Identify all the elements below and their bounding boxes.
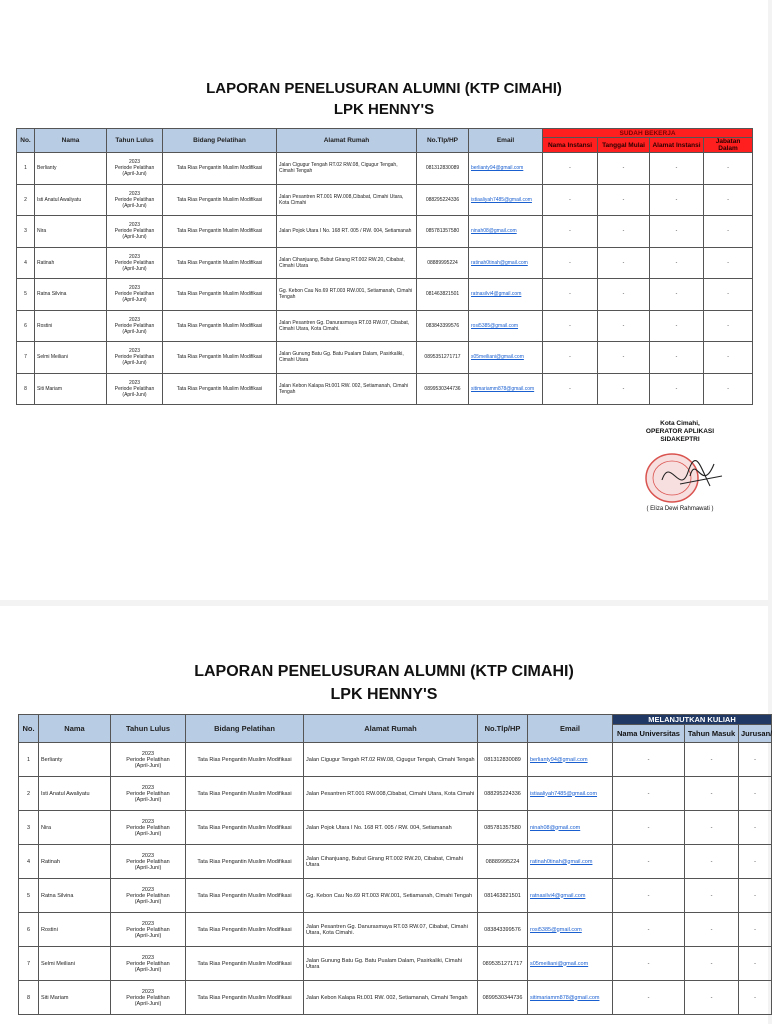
graduation-line: Periode Pelatihan [114, 165, 155, 172]
jabatan-value: - [704, 279, 753, 311]
graduation-line: 2023 [141, 750, 155, 757]
graduation-line: (April-Juni) [134, 898, 162, 905]
training-field: Tata Rias Pengantin Muslim Modifikasi [186, 913, 304, 947]
nama-universitas-value: - [613, 845, 685, 879]
phone-number: 0895351271717 [417, 342, 469, 374]
table-row [17, 342, 753, 374]
email-link[interactable]: ratinah0tinah@gmail.com [469, 247, 543, 279]
training-field: Tata Rias Pengantin Muslim Modifikasi [186, 879, 304, 913]
header-bidang: Bidang Pelatihan [163, 129, 277, 153]
graduation-line: (April-Juni) [134, 864, 162, 871]
graduation-line: 2023 [141, 886, 155, 893]
official-stamp [640, 446, 730, 506]
graduation-line: 2023 [128, 379, 141, 386]
home-address: Jalan Pojok Utara I No. 168 RT. 005 / RW. 004, Setiamanah [304, 811, 478, 845]
table-row [19, 743, 772, 777]
tanggal-mulai-value: - [598, 342, 650, 374]
graduation-line: 2023 [141, 784, 155, 791]
jabatan-value: - [704, 373, 753, 405]
tahun-masuk-value: - [685, 981, 739, 1015]
jurusan-value: - [739, 879, 772, 913]
alumni-name: Rostini [39, 913, 111, 947]
jabatan-value: - [704, 216, 753, 248]
home-address: Jalan Cigugur Tengah RT.02 RW.08, Cigugur Tengah, Cimahi Tengah [277, 153, 417, 185]
row-number: 8 [17, 373, 35, 405]
table-row [17, 184, 753, 216]
header-no: No. [19, 715, 39, 743]
alumni-name: Berlianty [35, 153, 107, 185]
table-row [19, 913, 772, 947]
row-number: 6 [17, 310, 35, 342]
header-bidang: Bidang Pelatihan [186, 715, 304, 743]
training-field: Tata Rias Pengantin Muslim Modifikasi [163, 310, 277, 342]
header-no: No. [17, 129, 35, 153]
graduation-year [107, 153, 163, 185]
graduation-line: (April-Juni) [122, 360, 147, 367]
alamat-instansi-value: - [650, 216, 704, 248]
jabatan-value: - [704, 247, 753, 279]
table-row [17, 373, 753, 405]
home-address: Gg. Kebon Cau No.69 RT.003 RW.001, Setiamanah, Cimahi Tengah [304, 879, 478, 913]
graduation-year [111, 845, 186, 879]
row-number: 3 [17, 216, 35, 248]
home-address: Jalan Cihanjuang, Bubut Girang RT.002 RW.20, Cibabat, Cimahi Utara [277, 247, 417, 279]
email-link[interactable]: berlianty94@gmail.com [469, 153, 543, 185]
graduation-line: (April-Juni) [122, 328, 147, 335]
home-address: Jalan Cigugur Tengah RT.02 RW.08, Cigugur Tengah, Cimahi Tengah [304, 743, 478, 777]
graduation-year [111, 981, 186, 1015]
alumni-name: Nira [35, 216, 107, 248]
graduation-line: Periode Pelatihan [114, 385, 155, 392]
nama-instansi-value: - [543, 279, 598, 311]
row-number: 7 [17, 342, 35, 374]
header-alamat-instansi: Alamat Instansi [650, 138, 704, 153]
table-row [19, 981, 772, 1015]
header-nama-instansi: Nama Instansi [543, 138, 598, 153]
tanggal-mulai-value: - [598, 247, 650, 279]
nama-instansi-value: - [543, 310, 598, 342]
phone-number: 088295224336 [478, 777, 528, 811]
alamat-instansi-value: - [650, 184, 704, 216]
jabatan-value: - [704, 153, 753, 185]
graduation-line: 2023 [141, 920, 155, 927]
home-address: Jalan Gunung Batu Gg. Batu Pualam Dalam, Pasirkaliki, Cimahi Utara [304, 947, 478, 981]
graduation-line: 2023 [128, 316, 141, 323]
graduation-line: Periode Pelatihan [114, 322, 155, 329]
alumni-name: Nira [39, 811, 111, 845]
graduation-line: Periode Pelatihan [114, 291, 155, 298]
graduation-line: Periode Pelatihan [114, 259, 155, 266]
tahun-masuk-value: - [685, 811, 739, 845]
graduation-line: (April-Juni) [134, 830, 162, 837]
graduation-year [107, 310, 163, 342]
graduation-line: Periode Pelatihan [114, 196, 155, 203]
graduation-line: (April-Juni) [122, 171, 147, 178]
report-subtitle-2: LPK HENNY'S [330, 686, 438, 703]
alumni-name: Ratna Silvina [35, 279, 107, 311]
header-email: Email [528, 715, 613, 743]
alamat-instansi-value: - [650, 342, 704, 374]
nama-universitas-value: - [613, 913, 685, 947]
alumni-name: Ratinah [35, 247, 107, 279]
alumni-name: Isti Anatul Awaliyatu [39, 777, 111, 811]
tahun-masuk-value: - [685, 879, 739, 913]
row-number: 3 [19, 811, 39, 845]
phone-number: 08889995224 [478, 845, 528, 879]
alamat-instansi-value: - [650, 247, 704, 279]
phone-number: 085781357580 [417, 216, 469, 248]
email-link[interactable]: sitimariamm878@gmail.com [469, 373, 543, 405]
row-number: 5 [17, 279, 35, 311]
jabatan-value: - [704, 310, 753, 342]
training-field: Tata Rias Pengantin Muslim Modifikasi [163, 184, 277, 216]
home-address: Jalan Pesantren RT.001 RW.008,Cibabat, Cimahi Utara, Kota Cimahi [277, 184, 417, 216]
nama-instansi-value: - [543, 342, 598, 374]
training-field: Tata Rias Pengantin Muslim Modifikasi [186, 981, 304, 1015]
graduation-line: 2023 [128, 348, 141, 355]
graduation-line: Periode Pelatihan [114, 228, 155, 235]
graduation-year [107, 342, 163, 374]
table-row [17, 216, 753, 248]
nama-instansi-value: - [543, 184, 598, 216]
email-link[interactable]: sitimariamm878@gmail.com [528, 981, 613, 1015]
training-field: Tata Rias Pengantin Muslim Modifikasi [186, 743, 304, 777]
home-address: Jalan Kebon Kalapa Rt.001 RW. 002, Setiamanah, Cimahi Tengah [304, 981, 478, 1015]
signature-block [610, 420, 750, 512]
graduation-line: (April-Juni) [122, 297, 147, 304]
alumni-table-employed [16, 128, 753, 405]
jurusan-value: - [739, 845, 772, 879]
alumni-name: Ratna Silvina [39, 879, 111, 913]
graduation-year [107, 184, 163, 216]
tanggal-mulai-value: - [598, 153, 650, 185]
phone-number: 083843399576 [478, 913, 528, 947]
report-title-2: LAPORAN PENELUSURAN ALUMNI (KTP CIMAHI) [194, 663, 574, 680]
jurusan-value: - [739, 777, 772, 811]
training-field: Tata Rias Pengantin Muslim Modifikasi [186, 777, 304, 811]
nama-universitas-value: - [613, 777, 685, 811]
graduation-year [111, 947, 186, 981]
tanggal-mulai-value: - [598, 373, 650, 405]
header-telp: No.Tlp/HP [478, 715, 528, 743]
alumni-name: Rostini [35, 310, 107, 342]
row-number: 2 [17, 184, 35, 216]
nama-instansi-value: - [543, 373, 598, 405]
home-address: Jalan Pesantren Gg. Danurasmaya RT.03 RW.07, Cibabat, Cimahi Utara, Kota Cimahi. [277, 310, 417, 342]
row-number: 4 [19, 845, 39, 879]
graduation-line: Periode Pelatihan [126, 892, 170, 899]
signature-city: Kota Cimahi, [660, 420, 700, 427]
email-link[interactable]: istiaaliyah7485@gmail.com [469, 184, 543, 216]
tahun-masuk-value: - [685, 947, 739, 981]
graduation-line: 2023 [128, 222, 141, 229]
email-link[interactable]: s05meiliani@gmail.com [469, 342, 543, 374]
graduation-line: (April-Juni) [134, 932, 162, 939]
graduation-line: 2023 [141, 988, 155, 995]
row-number: 7 [19, 947, 39, 981]
header-nama: Nama [35, 129, 107, 153]
phone-number: 0899530344736 [417, 373, 469, 405]
header-nama: Nama [39, 715, 111, 743]
email-link[interactable]: ratinah0tinah@gmail.com [528, 845, 613, 879]
row-number: 1 [19, 743, 39, 777]
home-address: Jalan Pesantren RT.001 RW.008,Cibabat, Cimahi Utara, Kota Cimahi [304, 777, 478, 811]
graduation-line: Periode Pelatihan [126, 790, 170, 797]
row-number: 2 [19, 777, 39, 811]
header-tahun-lulus: Tahun Lulus [107, 129, 163, 153]
header-tahun-lulus: Tahun Lulus [111, 715, 186, 743]
signature-role-2: SIDAKEPTRI [660, 436, 700, 443]
email-link[interactable]: ratnasilvi4@gmail.com [528, 879, 613, 913]
graduation-line: (April-Juni) [122, 234, 147, 241]
training-field: Tata Rias Pengantin Muslim Modifikasi [186, 811, 304, 845]
header-tanggal-mulai: Tanggal Mulai [598, 138, 650, 153]
graduation-year [111, 777, 186, 811]
email-link[interactable]: s05meiliani@gmail.com [528, 947, 613, 981]
header-group-melanjutkan-kuliah: MELANJUTKAN KULIAH [613, 715, 772, 725]
row-number: 1 [17, 153, 35, 185]
row-number: 8 [19, 981, 39, 1015]
table-row [17, 153, 753, 185]
graduation-year [111, 879, 186, 913]
training-field: Tata Rias Pengantin Muslim Modifikasi [163, 216, 277, 248]
graduation-line: 2023 [128, 285, 141, 292]
graduation-line: Periode Pelatihan [126, 960, 170, 967]
phone-number: 083843399576 [417, 310, 469, 342]
signature-name: ( Eliza Dewi Rahmawati ) [646, 506, 714, 512]
header-tahun-masuk: Tahun Masuk [685, 725, 739, 743]
tanggal-mulai-value: - [598, 216, 650, 248]
email-link[interactable]: ninah08@gmail.com [469, 216, 543, 248]
phone-number: 081463821501 [478, 879, 528, 913]
graduation-line: 2023 [128, 253, 141, 260]
phone-number: 08889995224 [417, 247, 469, 279]
alumni-name: Siti Mariam [35, 373, 107, 405]
header-alamat: Alamat Rumah [277, 129, 417, 153]
nama-universitas-value: - [613, 947, 685, 981]
alamat-instansi-value: - [650, 153, 704, 185]
phone-number: 088295224336 [417, 184, 469, 216]
phone-number: 081312830089 [478, 743, 528, 777]
email-link[interactable]: istiaaliyah7485@gmail.com [528, 777, 613, 811]
home-address: Jalan Pojok Utara I No. 168 RT. 005 / RW. 004, Setiamanah [277, 216, 417, 248]
graduation-line: Periode Pelatihan [126, 824, 170, 831]
home-address: Jalan Kebon Kalapa Rt.001 RW. 002, Setiamanah, Cimahi Tengah [277, 373, 417, 405]
graduation-line: Periode Pelatihan [114, 354, 155, 361]
header-nama-universitas: Nama Universitas [613, 725, 685, 743]
row-number: 6 [19, 913, 39, 947]
training-field: Tata Rias Pengantin Muslim Modifikasi [163, 373, 277, 405]
training-field: Tata Rias Pengantin Muslim Modifikasi [163, 279, 277, 311]
header-email: Email [469, 129, 543, 153]
graduation-line: 2023 [141, 818, 155, 825]
report-subtitle: LPK HENNY'S [333, 101, 435, 118]
nama-instansi-value: - [543, 216, 598, 248]
tahun-masuk-value: - [685, 777, 739, 811]
nama-universitas-value: - [613, 879, 685, 913]
alumni-name: Ratinah [39, 845, 111, 879]
graduation-line: 2023 [141, 852, 155, 859]
alamat-instansi-value: - [650, 310, 704, 342]
graduation-line: (April-Juni) [134, 966, 162, 973]
table-row [19, 845, 772, 879]
home-address: Gg. Kebon Cau No.69 RT.003 RW.001, Setiamanah, Cimahi Tengah [277, 279, 417, 311]
jurusan-value: - [739, 981, 772, 1015]
graduation-line: (April-Juni) [122, 202, 147, 209]
jabatan-value: - [704, 342, 753, 374]
jurusan-value: - [739, 743, 772, 777]
training-field: Tata Rias Pengantin Muslim Modifikasi [163, 342, 277, 374]
email-link[interactable]: berlianty94@gmail.com [528, 743, 613, 777]
home-address: Jalan Cihanjuang, Bubut Girang RT.002 RW.20, Cibabat, Cimahi Utara [304, 845, 478, 879]
table-row [17, 310, 753, 342]
graduation-year [111, 743, 186, 777]
header-telp: No.Tlp/HP [417, 129, 469, 153]
header-jurusan: Jurusan/ [739, 725, 772, 743]
phone-number: 0895351271717 [478, 947, 528, 981]
email-link[interactable]: rosi5385@gmail.com [469, 310, 543, 342]
graduation-year [111, 913, 186, 947]
table-row [17, 247, 753, 279]
signature-role-1: OPERATOR APLIKASI [645, 428, 715, 435]
nama-universitas-value: - [613, 743, 685, 777]
report-page-2 [0, 606, 772, 1024]
alumni-table-kuliah [18, 714, 772, 1015]
nama-universitas-value: - [613, 981, 685, 1015]
table-row [19, 811, 772, 845]
jurusan-value: - [739, 811, 772, 845]
graduation-year [107, 247, 163, 279]
graduation-line: (April-Juni) [134, 796, 162, 803]
table-row [19, 947, 772, 981]
graduation-line: Periode Pelatihan [126, 926, 170, 933]
tanggal-mulai-value: - [598, 279, 650, 311]
tahun-masuk-value: - [685, 845, 739, 879]
graduation-line: 2023 [141, 954, 155, 961]
phone-number: 081463821501 [417, 279, 469, 311]
nama-instansi-value: - [543, 153, 598, 185]
nama-universitas-value: - [613, 811, 685, 845]
phone-number: 085781357580 [478, 811, 528, 845]
jurusan-value: - [739, 947, 772, 981]
graduation-line: (April-Juni) [122, 265, 147, 272]
alumni-name: Berlianty [39, 743, 111, 777]
tanggal-mulai-value: - [598, 310, 650, 342]
table-row [19, 879, 772, 913]
graduation-line: (April-Juni) [122, 391, 147, 398]
graduation-year [107, 279, 163, 311]
training-field: Tata Rias Pengantin Muslim Modifikasi [186, 845, 304, 879]
alamat-instansi-value: - [650, 279, 704, 311]
graduation-line: (April-Juni) [134, 762, 162, 769]
alumni-name: Selmi Meiliani [35, 342, 107, 374]
training-field: Tata Rias Pengantin Muslim Modifikasi [186, 947, 304, 981]
graduation-line: (April-Juni) [134, 1000, 162, 1007]
table-row [19, 777, 772, 811]
graduation-year [107, 216, 163, 248]
graduation-line: Periode Pelatihan [126, 994, 170, 1001]
training-field: Tata Rias Pengantin Muslim Modifikasi [163, 153, 277, 185]
jurusan-value: - [739, 913, 772, 947]
graduation-line: Periode Pelatihan [126, 756, 170, 763]
row-number: 5 [19, 879, 39, 913]
alumni-name: Siti Mariam [39, 981, 111, 1015]
tahun-masuk-value: - [685, 913, 739, 947]
graduation-year [111, 811, 186, 845]
phone-number: 081312830089 [417, 153, 469, 185]
training-field: Tata Rias Pengantin Muslim Modifikasi [163, 247, 277, 279]
graduation-year [107, 373, 163, 405]
jabatan-value: - [704, 184, 753, 216]
alumni-name: Isti Anatul Awaliyatu [35, 184, 107, 216]
phone-number: 0899530344736 [478, 981, 528, 1015]
alumni-name: Selmi Meiliani [39, 947, 111, 981]
graduation-line: Periode Pelatihan [126, 858, 170, 865]
graduation-line: 2023 [128, 159, 141, 166]
home-address: Jalan Pesantren Gg. Danurasmaya RT.03 RW.07, Cibabat, Cimahi Utara, Kota Cimahi. [304, 913, 478, 947]
tanggal-mulai-value: - [598, 184, 650, 216]
email-link[interactable]: rosi5385@gmail.com [528, 913, 613, 947]
row-number: 4 [17, 247, 35, 279]
header-alamat: Alamat Rumah [304, 715, 478, 743]
tahun-masuk-value: - [685, 743, 739, 777]
email-link[interactable]: ninah08@gmail.com [528, 811, 613, 845]
header-group-sudah-bekerja: SUDAH BEKERJA [543, 129, 753, 138]
graduation-line: 2023 [128, 190, 141, 197]
nama-instansi-value: - [543, 247, 598, 279]
report-title: LAPORAN PENELUSURAN ALUMNI (KTP CIMAHI) [206, 80, 562, 97]
table-row [17, 279, 753, 311]
email-link[interactable]: ratnasilvi4@gmail.com [469, 279, 543, 311]
alamat-instansi-value: - [650, 373, 704, 405]
header-jabatan-dalam: Jabatan Dalam [704, 138, 753, 153]
home-address: Jalan Gunung Batu Gg. Batu Pualam Dalam, Pasirkaliki, Cimahi Utara [277, 342, 417, 374]
